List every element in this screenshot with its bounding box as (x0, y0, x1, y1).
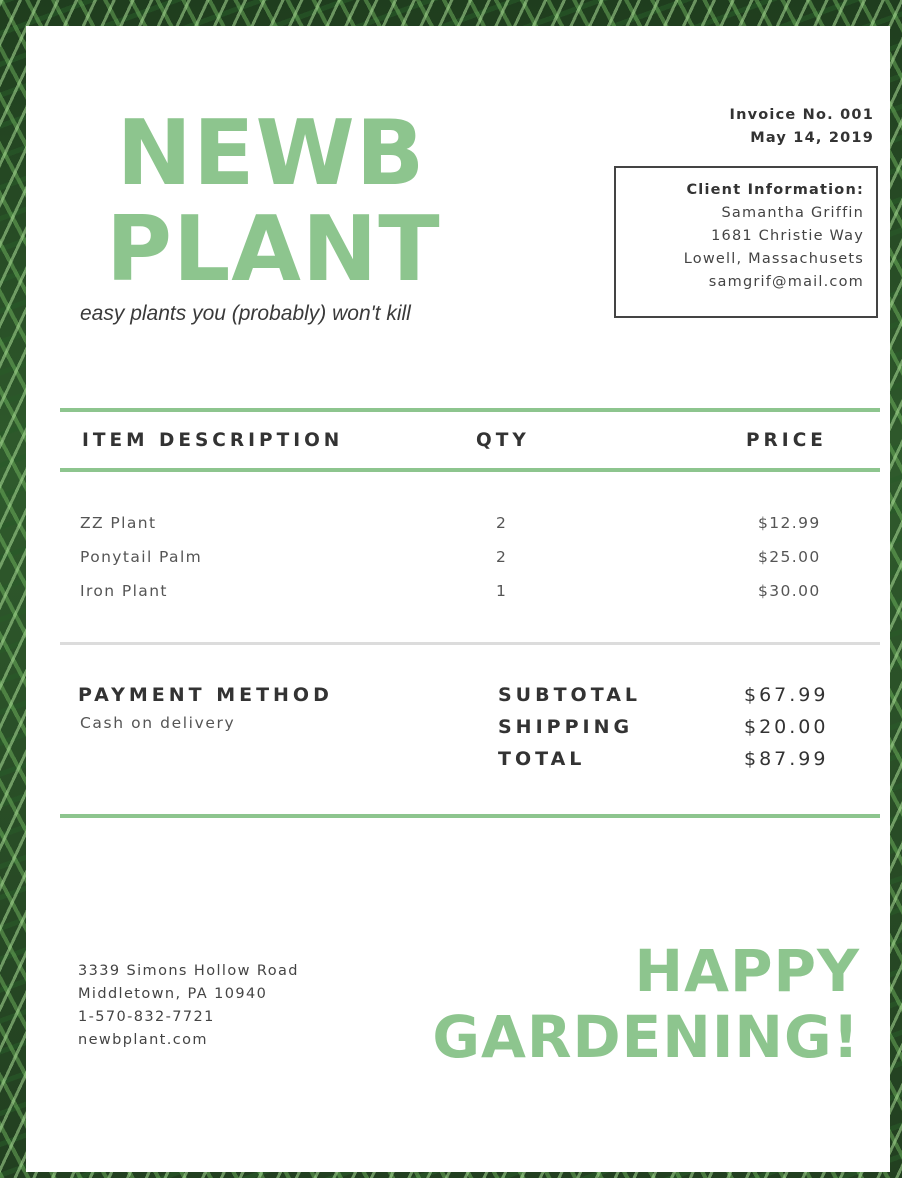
row-qty: 2 (496, 514, 508, 532)
client-city: Lowell, Massachusets (683, 251, 864, 267)
column-header-qty: QTY (476, 430, 530, 451)
table-row (26, 582, 890, 612)
row-price: $12.99 (758, 514, 821, 532)
closing-line-1: HAPPY (634, 937, 860, 1005)
client-street: 1681 Christie Way (711, 228, 864, 244)
logo-line-1: NEWB (116, 101, 426, 206)
row-item: Ponytail Palm (80, 548, 203, 566)
client-name: Samantha Griffin (721, 205, 864, 221)
subtotal-label: SUBTOTAL (498, 684, 642, 706)
payment-method-title: PAYMENT METHOD (78, 684, 333, 706)
items-divider (60, 642, 880, 645)
payment-method-value: Cash on delivery (80, 714, 236, 732)
closing-message (432, 938, 860, 1070)
table-row (26, 548, 890, 578)
shipping-value: $20.00 (744, 716, 829, 738)
row-item: ZZ Plant (80, 514, 157, 532)
row-qty: 2 (496, 548, 508, 566)
company-phone: 1-570-832-7721 (78, 1009, 215, 1025)
client-info-box (614, 166, 878, 318)
column-header-price: PRICE (746, 430, 827, 451)
invoice-number: Invoice No. 001 (729, 107, 874, 123)
address-line-2: Middletown, PA 10940 (78, 986, 268, 1002)
header-top-divider (60, 408, 880, 412)
client-info-title: Client Information: (686, 182, 864, 198)
invoice-meta (730, 104, 875, 150)
company-address (78, 960, 299, 1052)
brand-tagline: easy plants you (probably) won't kill (80, 302, 411, 325)
subtotal-value: $67.99 (744, 684, 829, 706)
total-value: $87.99 (744, 748, 829, 770)
invoice-page (26, 26, 890, 1172)
row-item: Iron Plant (80, 582, 168, 600)
table-row (26, 514, 890, 544)
closing-line-2: GARDENING! (432, 1003, 860, 1071)
row-qty: 1 (496, 582, 508, 600)
shipping-label: SHIPPING (498, 716, 634, 738)
header-bottom-divider (60, 468, 880, 472)
client-email: samgrif@mail.com (708, 274, 864, 290)
logo-line-2: PLANT (106, 197, 441, 302)
totals-divider (60, 814, 880, 818)
column-header-item: ITEM DESCRIPTION (82, 430, 344, 451)
company-website: newbplant.com (78, 1032, 208, 1048)
invoice-date: May 14, 2019 (750, 130, 874, 146)
total-label: TOTAL (498, 748, 586, 770)
address-line-1: 3339 Simons Hollow Road (78, 963, 299, 979)
row-price: $30.00 (758, 582, 821, 600)
row-price: $25.00 (758, 548, 821, 566)
brand-logo (106, 101, 441, 302)
